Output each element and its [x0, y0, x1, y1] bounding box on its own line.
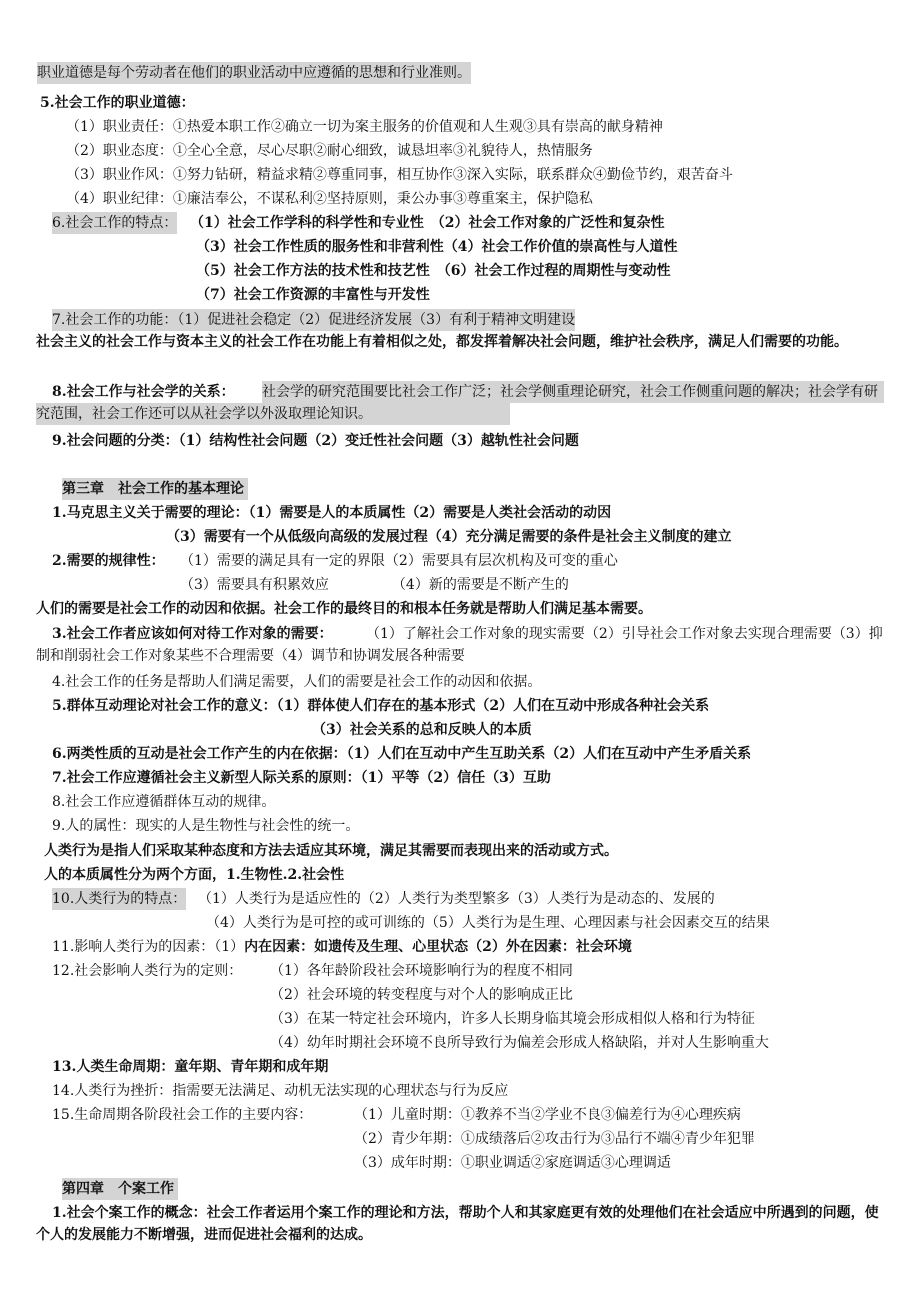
text-line: 人们的需要是社会工作的动因和依据。社会工作的最终目的和根本任务就是帮助人们满足基本需要。	[36, 601, 652, 617]
text-line: 1.马克思主义关于需要的理论：（1）需要是人的本质属性（2）需要是人类社会活动的动因	[52, 505, 612, 521]
text-line: （1）各年龄阶段社会环境影响行为的程度不相同	[270, 963, 573, 979]
text-line: （4）职业纪律：①廉洁奉公，不谋私利②坚持原则，秉公办事③尊重案主，保护隐私	[66, 191, 593, 207]
text-line: 人类行为是指人们采取某种态度和方法去适应其环境，满足其需要而表现出来的活动或方式。	[44, 843, 618, 859]
text-line: （7）社会工作资源的丰富性与开发性	[196, 287, 430, 303]
section-heading: 5.社会工作的职业道德：	[40, 95, 195, 111]
text-line: （3）社会关系的总和反映人的本质	[312, 722, 532, 738]
section-heading: 15.生命周期各阶段社会工作的主要内容：	[52, 1107, 313, 1123]
text-line: （1）职业责任：①热爱本职工作②确立一切为案主服务的价值观和人生观③具有崇高的献身精神	[66, 119, 663, 135]
chapter-title: 第三章 社会工作的基本理论	[62, 478, 248, 500]
text-line: （3）在某一特定社会环境内，许多人长期身临其境会形成相似人格和行为特征	[270, 1011, 755, 1027]
section-heading: 6.社会工作的特点：	[52, 212, 177, 234]
chapter-title: 第四章 个案工作	[62, 1178, 178, 1200]
text-line: 7.社会工作的功能：（1）促进社会稳定（2）促进经济发展（3）有利于精神文明建设	[52, 309, 575, 331]
text-line: （2）社会环境的转变程度与对个人的影响成正比	[270, 987, 573, 1003]
text-line: 社会学的研究范围要比社会工作广泛；社会学侧重理论研究，社会工作侧重问题的解决；社会学有研究范围，社会工作还可以从社会学以外汲取理论知识。	[36, 384, 878, 422]
section-heading: 8.社会工作与社会学的关系：	[52, 384, 235, 400]
text-line: （5）社会工作方法的技术性和技艺性 （6）社会工作过程的周期性与变动性	[196, 263, 671, 279]
text-line: （3）社会工作性质的服务性和非营利性（4）社会工作价值的崇高性与人道性	[196, 239, 678, 255]
text-line: 8.社会工作应遵循群体互动的规律。	[52, 794, 276, 810]
text-line: 1.社会个案工作的概念：社会工作者运用个案工作的理论和方法，帮助个人和其家庭更有效的处理他们在社会适应中所遇到的问题，使个人的发展能力不断增强，进而促进社会福利的达成。	[36, 1205, 879, 1243]
section-heading: 3.社会工作者应该如何对待工作对象的需要：	[52, 626, 333, 642]
text-line: （1）儿童时期：①教养不当②学业不良③偏差行为④心理疾病	[354, 1107, 741, 1123]
text-line: （4）幼年时期社会环境不良所导致行为偏差会形成人格缺陷，并对人生影响重大	[270, 1035, 769, 1051]
text-line: （1）人类行为是适应性的（2）人类行为类型繁多（3）人类行为是动态的、发展的	[198, 891, 715, 907]
factor-label: 11.影响人类行为的因素：（1）	[52, 939, 245, 955]
text-line: （3）职业作风：①努力钻研，精益求精②尊重同事，相互协作③深入实际，联系群众④勤俭节约，艰苦奋斗	[66, 167, 733, 183]
text-line: 13.人类生命周期：童年期、青年期和成年期	[52, 1059, 329, 1075]
text-line: （3）成年时期：①职业调适②家庭调适③心理调适	[354, 1155, 671, 1171]
text-line: 9.人的属性：现实的人是生物性与社会性的统一。	[52, 818, 360, 834]
text-line: （1）了解社会工作对象的现实需要（2）引导社会工作对象去实现合理需要（3）抑制和削弱社会工作对象某些不合理需要（4）调节和协调发展各种需要	[36, 626, 883, 664]
text-line: （3）需要有一个从低级向高级的发展过程（4）充分满足需要的条件是社会主义制度的建立	[166, 529, 732, 545]
text-line: 14.人类行为挫折：指需要无法满足、动机无法实现的心理状态与行为反应	[52, 1083, 509, 1099]
section-heading: 10.人类行为的特点：	[52, 888, 186, 910]
text-line: （3）需要具有积累效应 （4）新的需要是不断产生的	[180, 577, 569, 593]
text-line: 9.社会问题的分类：（1）结构性社会问题（2）变迁性社会问题（3）越轨性社会问题	[52, 433, 579, 449]
text-line: 6.两类性质的互动是社会工作产生的内在依据：（1）人们在互动中产生互助关系（2）人们在互动中产生矛盾关系	[52, 746, 752, 762]
text-line: （1）社会工作学科的科学性和专业性 （2）社会工作对象的广泛性和复杂性	[190, 215, 665, 231]
text-line: （4）人类行为是可控的或可训练的（5）人类行为是生理、心理因素与社会因素交互的结果	[206, 915, 770, 931]
factor-detail: 内在因素：如遗传及生理、心里状态（2）外在因素：社会环境	[244, 939, 632, 955]
text-line: （1）需要的满足具有一定的界限（2）需要具有层次机构及可变的重心	[180, 553, 618, 569]
section-heading: 2.需要的规律性：	[52, 553, 165, 569]
text-line: 5.群体互动理论对社会工作的意义：（1）群体使人们存在的基本形式（2）人们在互动中形成各种社会关系	[52, 698, 710, 714]
text-line: （2）青少年期：①成绩落后②攻击行为③品行不端④青少年犯罪	[354, 1131, 755, 1147]
text-line: 职业道德是每个劳动者在他们的职业活动中应遵循的思想和行业准则。	[37, 62, 471, 84]
text-line: 社会主义的社会工作与资本主义的社会工作在功能上有着相似之处，都发挥着解决社会问题，维护社会秩序，满足人们需要的功能。	[36, 334, 848, 350]
text-line: 4.社会工作的任务是帮助人们满足需要，人们的需要是社会工作的动因和依据。	[52, 674, 542, 690]
text-line: （2）职业态度：①全心全意，尽心尽职②耐心细致，诚恳坦率③礼貌待人，热情服务	[66, 143, 593, 159]
text-line	[52, 936, 632, 958]
text-line: 7.社会工作应遵循社会主义新型人际关系的原则：（1）平等（2）信任（3）互助	[52, 770, 551, 786]
text-line: 人的本质属性分为两个方面，1.生物性.2.社会性	[44, 867, 345, 883]
section-heading: 12.社会影响人类行为的定则：	[52, 963, 243, 979]
